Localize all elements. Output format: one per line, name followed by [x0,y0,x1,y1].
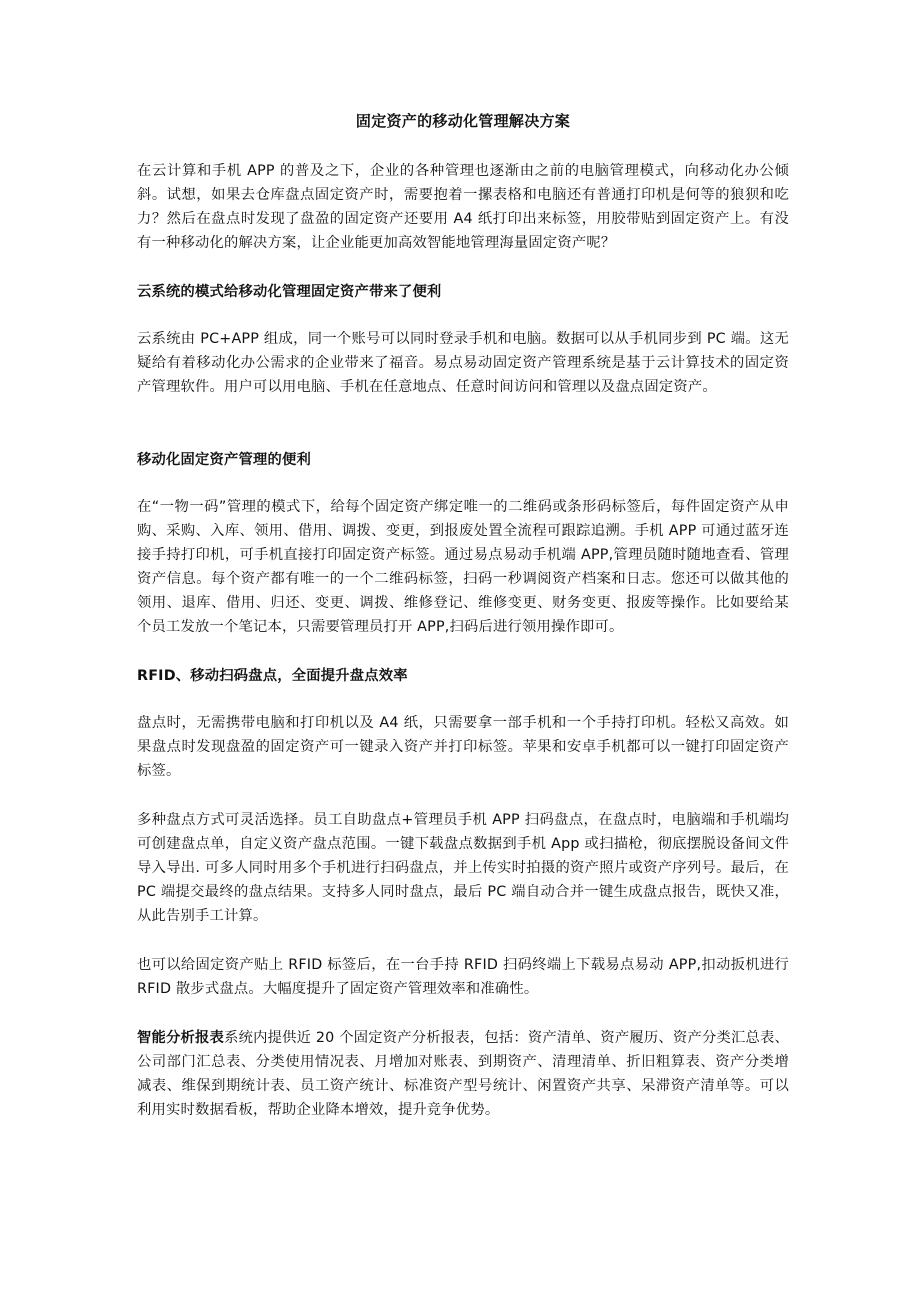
reports-text: 系统内提供近 20 个固定资产分析报表，包括：资产清单、资产履历、资产分类汇总表、公司部门汇总表、分类使用情况表、月增加对账表、到期资产、清理清单、折旧粗算表、资产分类增减表、维保到期统计表、员工资产统计、标准资产型号统计、闲置资产共享、呆滞资产清单等。可以利用实时数据看板，帮助企业降本增效，提升竞争优势。 [137,1030,789,1118]
section-body-rfid-3: 也可以给固定资产贴上 RFID 标签后，在一台手持 RFID 扫码终端上下载易点易动 APP,扣动扳机进行 RFID 散步式盘点。大幅度提升了固定资产管理效率和准确性。 [137,957,789,997]
document-title: 固定资产的移动化管理解决方案 [355,112,571,130]
section-heading-mobile: 移动化固定资产管理的便利 [137,452,311,468]
section-body-rfid-2: 多种盘点方式可灵活选择。员工自助盘点+管理员手机 APP 扫码盘点，在盘点时，电脑端和手机端均可创建盘点单，自定义资产盘点范围。一键下载盘点数据到手机 App 或扫描枪，彻底摆脱设备间文件导入导出. 可多人同时用多个手机进行扫码盘点，并上传实时拍摄的资产照片或资产序列号。最后，在 PC 端提交最终的盘点结果。支持多人同时盘点，最后 PC 端自动合并一键生成盘点报告，既快又准，从此告别手工计算。 [137,812,789,924]
section-body-rfid-1: 盘点时，无需携带电脑和打印机以及 A4 纸，只需要拿一部手机和一个手持打印机。轻松又高效。如果盘点时发现盘盈的固定资产可一键录入资产并打印标签。苹果和安卓手机都可以一键打印固定资产标签。 [137,715,789,779]
section-heading-rfid: RFID、移动扫码盘点，全面提升盘点效率 [137,668,408,684]
reports-lead: 智能分析报表 [137,1030,225,1046]
section-heading-cloud: 云系统的模式给移动化管理固定资产带来了便利 [137,284,442,300]
document-page [137,108,789,1122]
section-body-reports [137,1026,789,1122]
section-body-cloud: 云系统由 PC+APP 组成，同一个账号可以同时登录手机和电脑。数据可以从手机同步到 PC 端。这无疑给有着移动化办公需求的企业带来了福音。易点易动固定资产管理系统是基于云计算技术的固定资产管理软件。用户可以用电脑、手机在任意地点、任意时间访问和管理以及盘点固定资产。 [137,331,789,395]
section-body-mobile: 在“一物一码”管理的模式下，给每个固定资产绑定唯一的二维码或条形码标签后，每件固定资产从申购、采购、入库、领用、借用、调拨、变更，到报废处置全流程可跟踪追溯。手机 APP 可通过蓝牙连接手持打印机，可手机直接打印固定资产标签。通过易点易动手机端 APP,管理员随时随地查看、管理资产信息。每个资产都有唯一的一个二维码标签，扫码一秒调阅资产档案和日志。您还可以做其他的领用、退库、借用、归还、变更、调拨、维修登记、维修变更、财务变更、报废等操作。比如要给某个员工发放一个笔记本，只需要管理员打开 APP,扫码后进行领用操作即可。 [137,499,789,635]
intro-paragraph: 在云计算和手机 APP 的普及之下，企业的各种管理也逐渐由之前的电脑管理模式，向移动化办公倾斜。试想，如果去仓库盘点固定资产时，需要抱着一摞表格和电脑还有普通打印机是何等的狼狈和吃力？然后在盘点时发现了盘盈的固定资产还要用 A4 纸打印出来标签，用胶带贴到固定资产上。有没有一种移动化的解决方案，让企业能更加高效智能地管理海量固定资产呢？ [137,163,789,251]
